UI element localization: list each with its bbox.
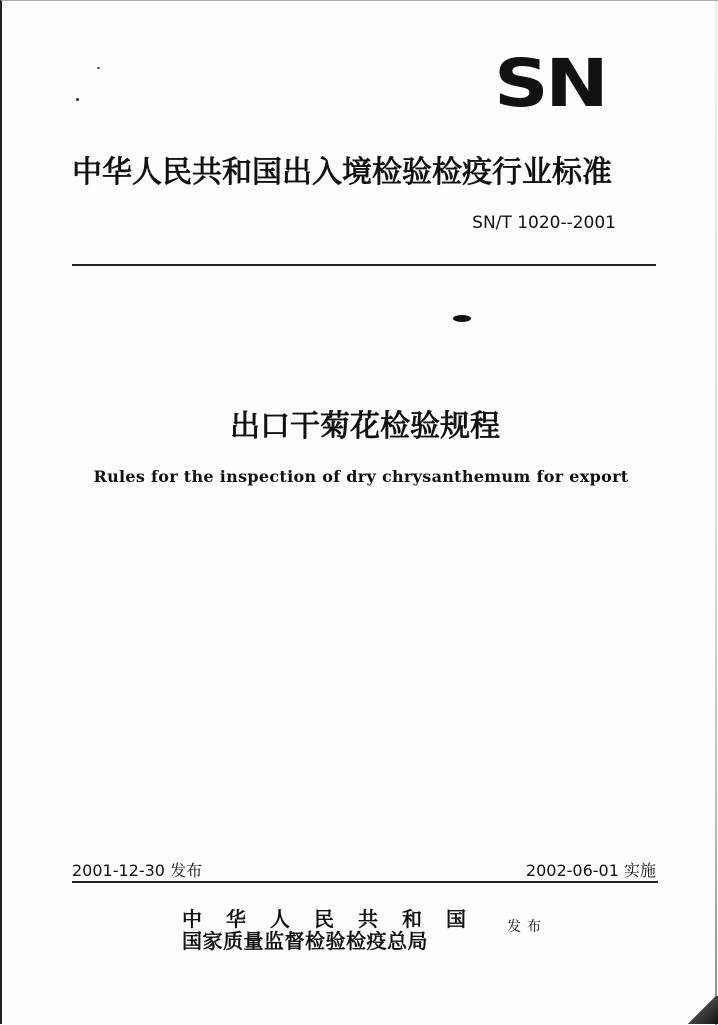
footer-divider (72, 881, 658, 883)
implementation-date: 2002-06-01 实施 (525, 861, 656, 880)
header-divider (72, 264, 656, 266)
scan-speck (97, 67, 100, 69)
document-title-cn: 出口干菊花检验规程 (230, 409, 500, 444)
scan-speck (76, 98, 79, 101)
standard-number: SN/T 1020--2001 (472, 213, 616, 233)
page-corner-fold (678, 996, 718, 1024)
issuer-country: 中华人民共和国 (182, 907, 490, 931)
page-edge-shadow (715, 1, 717, 1025)
standard-category-title: 中华人民共和国出入境检验检疫行业标准 (72, 155, 612, 190)
issue-date: 2001-12-30 发布 (72, 861, 203, 880)
issuer-agency: 国家质量监督检验检疫总局 (182, 929, 428, 953)
sn-logo: SN (494, 45, 606, 122)
publish-label: 发布 (507, 919, 547, 935)
document-title-en: Rules for the inspection of dry chrysanthemum for export (93, 467, 629, 486)
ink-blot (453, 315, 471, 322)
